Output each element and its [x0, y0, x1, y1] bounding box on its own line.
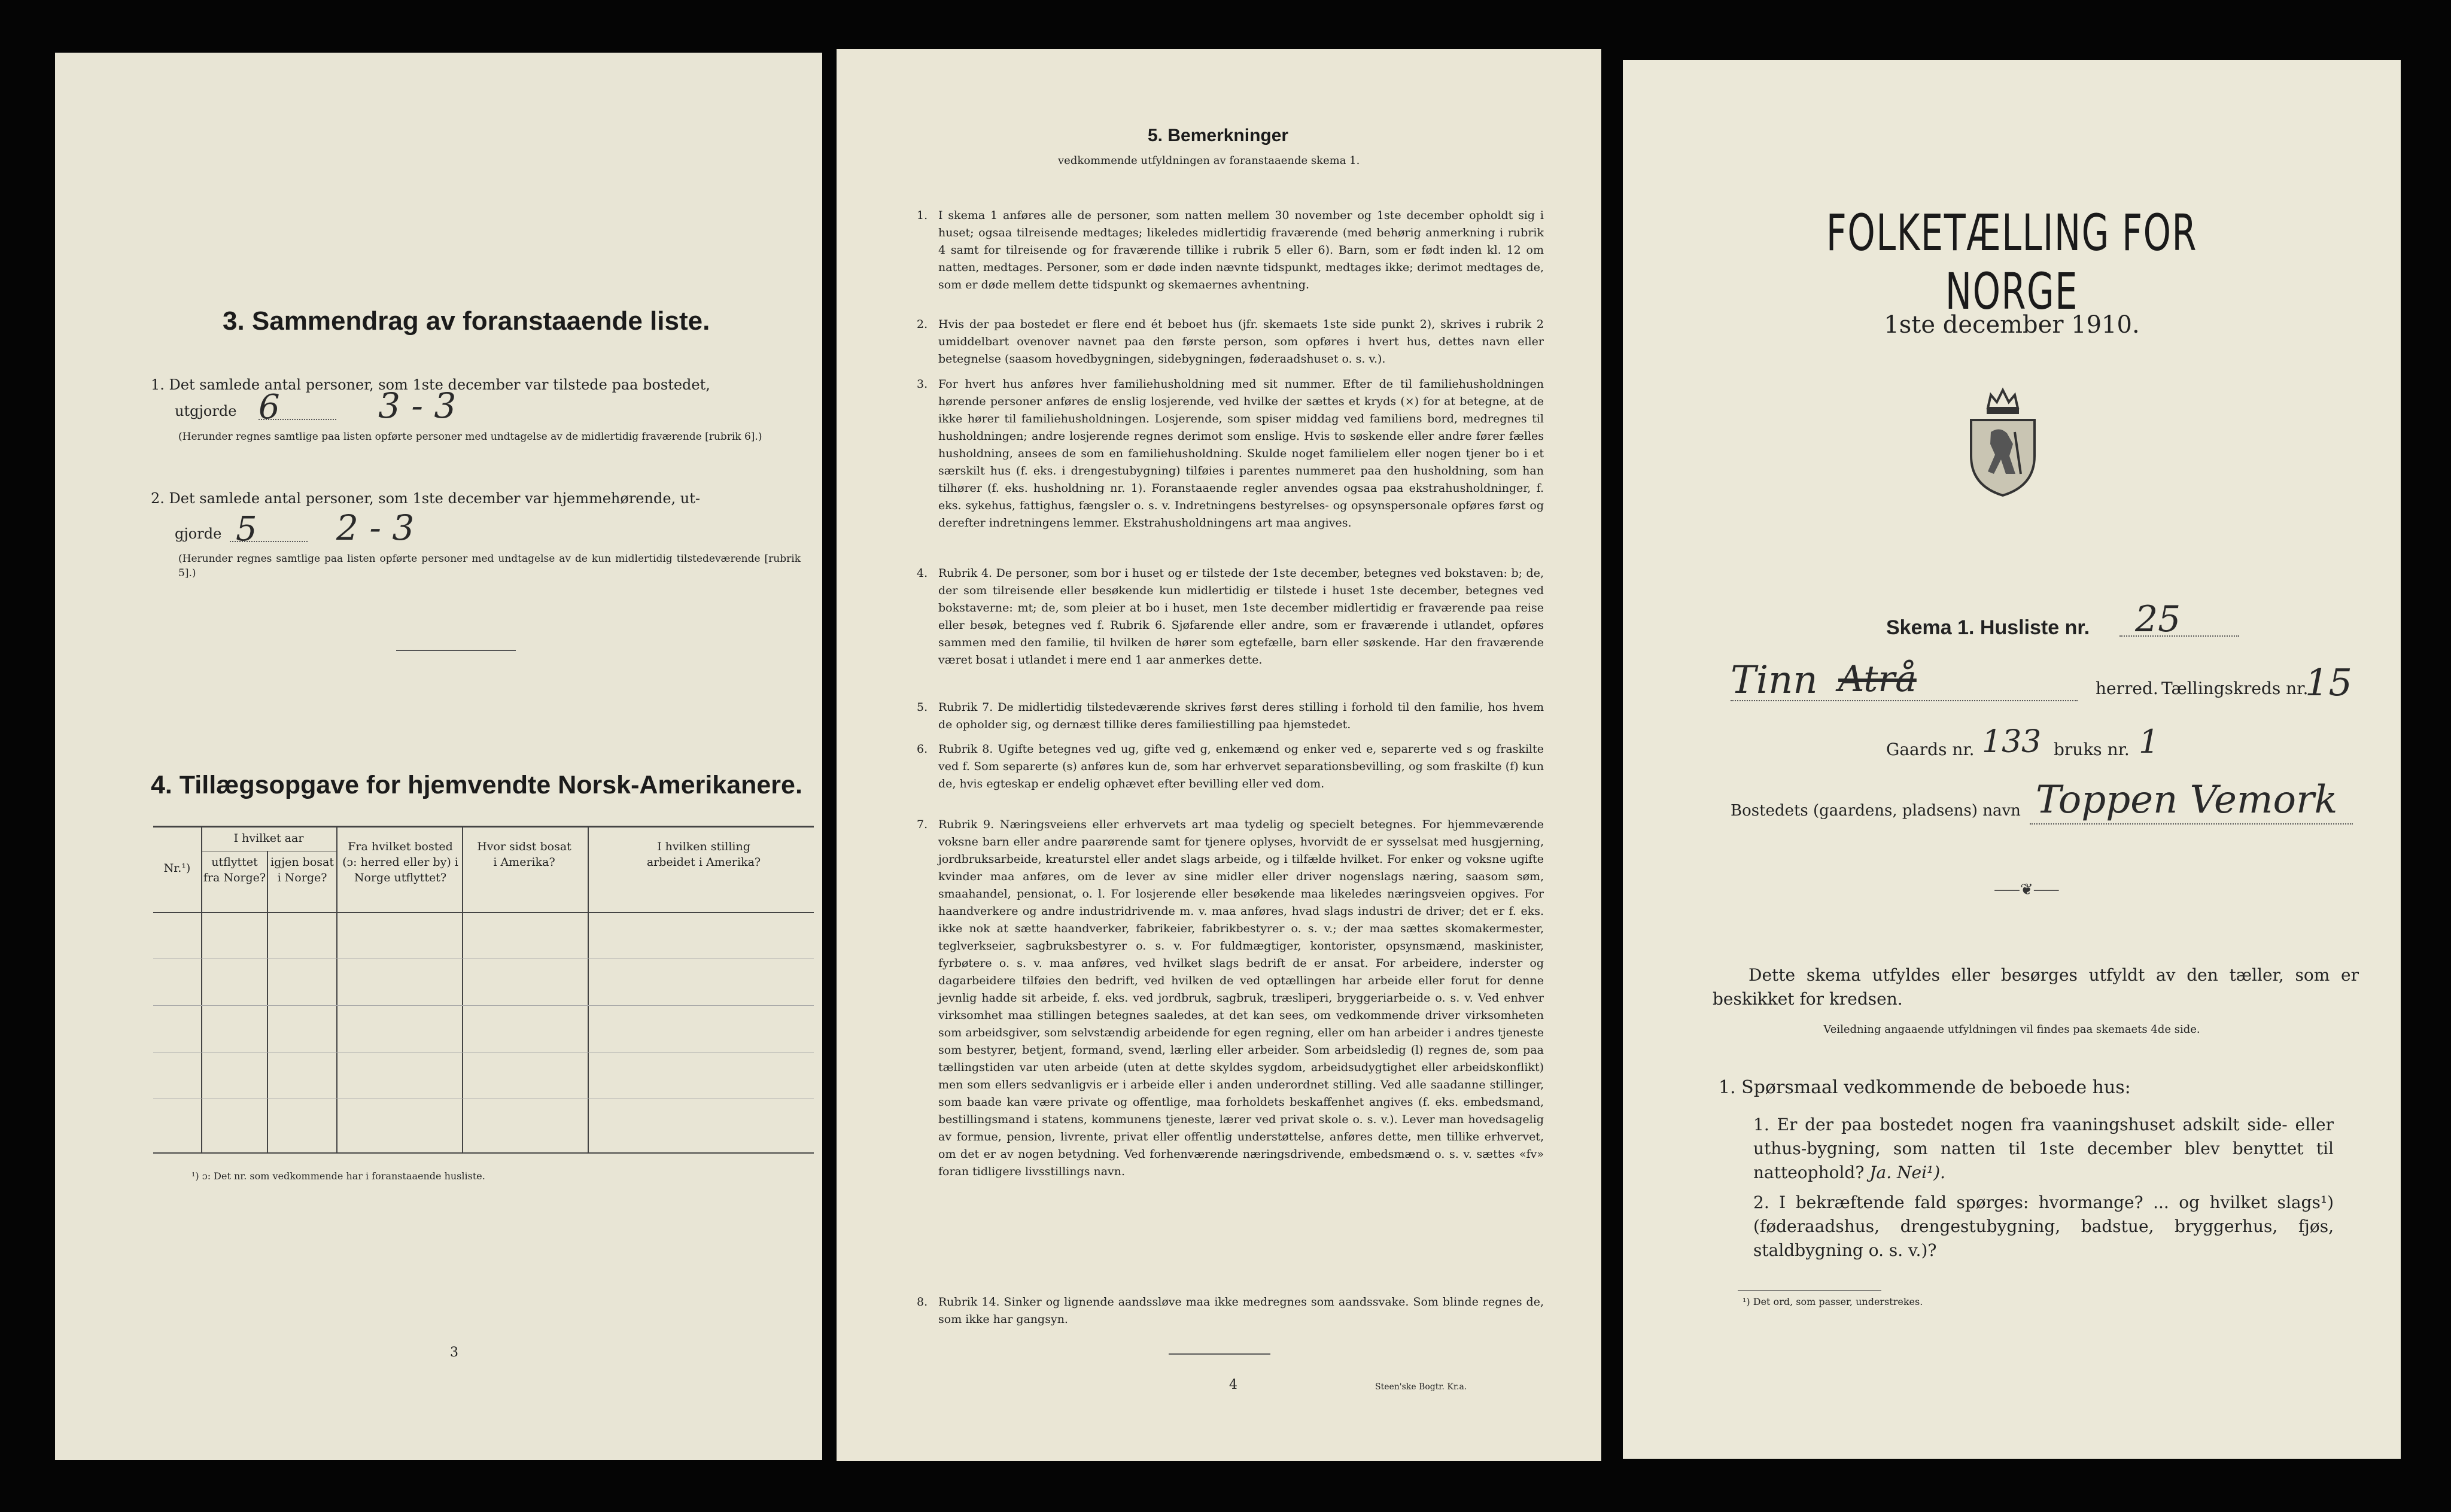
item1-value: 6	[259, 388, 280, 427]
remark-6: 6. Rubrik 8. Ugifte betegnes ved ug, gifte ved g, enkemænd og enker ved e, separerte ved s og fraskilte ved f. Som separerte (s) anføres kun de, som har erhvervet separationsbevilling, og som fraskilte (f) kun de, hvis egteskap er endelig ophævet efter bevilling eller ved dom.	[917, 743, 1544, 790]
husliste-nr: 25	[2135, 598, 2181, 640]
gaards-nr: 133	[1982, 724, 2042, 760]
remark-8: 8. Rubrik 14. Sinker og lignende aandssløve maa ikke medregnes som aandssvake. Som blinde regnes de, som ikke har gangsyn.	[917, 1295, 1544, 1326]
remarks-subtitle: vedkommende utfyldningen av foranstaaende skema 1.	[1058, 154, 1360, 167]
main-title: FOLKETÆLLING FOR NORGE	[1826, 203, 2198, 321]
col-fra-hvilket-bosted: Fra hvilket bosted (ɔ: herred eller by) i Norge utflyttet?	[342, 840, 458, 884]
item1-utgjorde: utgjorde	[175, 403, 237, 419]
bruks-label: bruks nr.	[2054, 740, 2130, 759]
gaards-label: Gaards nr.	[1886, 740, 1975, 759]
item2-value: 5	[236, 510, 257, 549]
col-utflyttet: utflyttet fra Norge?	[203, 856, 266, 884]
bosted-underline	[2030, 823, 2353, 825]
col-stilling: I hvilken stilling arbeidet i Amerika?	[646, 840, 761, 869]
item1-hand-note: 3 - 3	[378, 385, 457, 426]
section4-title: 4. Tillægsopgave for hjemvendte Norsk-Amerikanere.	[151, 771, 802, 799]
veiledning: Veiledning angaaende utfyldningen vil findes paa skemaets 4de side.	[1823, 1023, 2200, 1036]
col-hvor-sidst-bosat: Hvor sidst bosat i Amerika?	[477, 840, 571, 869]
bosted-label: Bostedets (gaardens, pladsens) navn	[1731, 802, 2021, 820]
coat-of-arms-icon	[1964, 384, 2042, 500]
skema-label: Skema 1. Husliste nr.	[1886, 616, 2090, 639]
norsk-amerikaner-table	[153, 826, 814, 1154]
remark-5: 5. Rubrik 7. De midlertidig tilstedeværende skrives først deres stilling i forhold til den familie, hos hvem de opholder sig, og dernæst tillike deres familiestilling paa hjemstedet.	[917, 701, 1544, 731]
bosted-value: Toppen Vemork	[2036, 778, 2338, 822]
divider	[396, 650, 516, 651]
bruks-nr: 1	[2139, 723, 2160, 760]
remark-2: 2. Hvis der paa bostedet er flere end ét beboet hus (jfr. skemaets 1ste side punkt 2), skrives i rubrik 2 umiddelbart ovenover navnet paa den første person, som opføres i hvert hus, dettes navn eller betegnelse (saasom hovedbygningen, sidebygningen, føderaadshuset o. s. v.).	[917, 318, 1544, 366]
info-text: Dette skema utfyldes eller besørges utfyldt av den tæller, som er beskikket for kredsen.	[1713, 965, 2359, 1009]
section3-title: 3. Sammendrag av foranstaaende liste.	[223, 306, 710, 336]
herred-underline	[1731, 700, 2078, 701]
item2-note: (Herunder regnes samtlige paa listen opførte personer med undtagelse av de kun midlertidig tilstedeværende [rubrik 5].)	[178, 553, 801, 579]
herred-struck: Atrå	[1838, 658, 1917, 700]
col-igjen-bosat: igjen bosat i Norge?	[270, 856, 334, 884]
kreds-nr: 15	[2305, 661, 2352, 704]
q1-1: 1. Er der paa bostedet nogen fra vaaningshuset adskilt side- eller uthus-bygning, som natten til 1ste december blev benyttet til natteophold? Ja. Nei¹).	[1753, 1115, 2334, 1182]
divider	[1169, 1353, 1270, 1355]
col-nr: Nr.¹)	[163, 862, 191, 875]
item1-note: (Herunder regnes samtlige paa listen opførte personer med undtagelse av de midlertidig fraværende [rubrik 6].)	[178, 431, 762, 443]
herred-hand: Tinn	[1731, 658, 1818, 702]
right-page	[1623, 60, 2401, 1459]
q1-title: 1. Spørsmaal vedkommende de beboede hus:	[1719, 1077, 2131, 1098]
table-footnote: ¹) ɔ: Det nr. som vedkommende har i foranstaaende husliste.	[191, 1170, 485, 1182]
divider	[1738, 1290, 1881, 1291]
page-number-3: 3	[450, 1345, 458, 1360]
page-number-4: 4	[1229, 1377, 1237, 1392]
husliste-underline	[2119, 635, 2239, 637]
herred-label: herred.	[2096, 679, 2158, 698]
remark-1: 1. I skema 1 anføres alle de personer, som natten mellem 30 november og 1ste december opholdt sig i huset; ogsaa tilreisende medtages; likeledes midlertidig fraværende (med behørig anmerkning i rubrik 4 samt for tilreisende og for fraværende tillike i rubrik 5 eller 6). Barn, som er født inden kl. 12 om natten, medtages. Personer, som er døde inden nævnte tidspunkt, medtages ikke; derimot medtages de, som er døde mellem dette tidspunkt og skemaernes avhentning.	[917, 209, 1544, 291]
remark-4: 4. Rubrik 4. De personer, som bor i huset og er tilstede der 1ste december, betegnes ved bokstaven: b; de, der som tilreisende eller besøkende kun midlertidig er tilstede i huset 1ste december, betegnes ved bokstaverne: mt; de, som pleier at bo i huset, men 1ste december midlertidig er fraværende paa reise eller besøk, betegnes ved f. Rubrik 6. Sjøfarende eller andre, som er fraværende i utlandet, opføres sammen med den familie, til hvilken de hører som egtefælle, barn eller søskende. Har den fraværende været bosat i utlandet i mere end 1 aar anmerkes dette.	[917, 567, 1544, 667]
item2-utgjorde: gjorde	[175, 525, 222, 542]
item2-text: 2. Det samlede antal personer, som 1ste december var hjemmehørende, ut-	[151, 490, 700, 507]
item1-underline	[259, 419, 336, 420]
q1-2: 2. I bekræftende fald spørges: hvormange? ... og hvilket slags¹) (føderaadshus, drengestubygning, badstue, bryggerhus, fjøs, staldbygning o. s. v.)?	[1753, 1192, 2334, 1260]
printer-mark: Steen'ske Bogtr. Kr.a.	[1375, 1382, 1467, 1392]
col-hvilket-aar: I hvilket aar	[233, 832, 304, 845]
right-footnote: ¹) Det ord, som passer, understrekes.	[1743, 1296, 1923, 1307]
remark-3: 3. For hvert hus anføres hver familiehusholdning med sit nummer. Efter de til familiehusholdningen hørende personer anføres de enslig losjerende, ved hvilke der sættes et kryds (×) for at betegne, at de ikke hører til familiehusholdningen. Losjerende, som spiser middag ved familiens bord, medregnes til husholdningen; andre losjerende regnes derimot som enslige. Hvis to søskende eller andre fører fælles husholdning, ansees de som en familiehusholdning. Skulde noget familielem eller nogen tjener bo i et særskilt hus (f. eks. i drengestubygning) tilføies i parentes nummeret paa den husholdning, som han tilhører (f. eks. husholdning nr. 1). Foranstaaende regler anvendes ogsaa paa ekstrahusholdninger, f. eks. sykehus, fattighus, fængsler o. s. v. Indretningens bestyrelses- og opsynspersonale opføres først og derefter indretningens lemmer. Ekstrahusholdningens art maa angives.	[917, 378, 1544, 530]
middle-page	[837, 49, 1601, 1461]
remark-7: 7. Rubrik 9. Næringsveiens eller erhvervets art maa tydelig og specielt betegnes. For hjemmeværende voksne barn eller andre paarørende samt for tjenere oplyses, hvorvidt de er sysselsat med husgjerning, jordbruksarbeide, kreaturstel eller andet slags arbeide, og i tilfælde hvilket. For enker og voksne ugifte kvinder maa anføres, om de lever av sine midler eller driver nogenslags næring, saasom søm, smaahandel, pensionat, o. l. For losjerende eller besøkende maa likeledes næringsveien opgives. For haandverkere og andre industridrivende m. v. maa anføres, hvad slags industri de driver; det er f. eks. ikke nok at sætte haandverker, fabrikeier, fabrikbestyrer o. s. v.; der maa sættes skomakermester, teglverkseier, sagbruksbestyrer o. s. v. For fuldmægtiger, kontorister, opsynsmænd, maskinister, fyrbøtere o. s. v. maa anføres, ved hvilket slags bedrift de er ansat. For arbeidere, inderster og dagarbeidere tilføies den bedrift, ved hvilken de ved optællingen har arbeide eller forut for denne jevnlig hadde sit arbeide, f. eks. ved jordbruk, sagbruk, træsliperi, bryggeriarbeide o. s. v. Ved enhver virksomhet maa stillingen betegnes saaledes, at det kan sees, om vedkommende driver virksomheten som arbeidsgiver, som selvstændig arbeidende for egen regning, eller om han arbeider i andres tjeneste som bestyrer, betjent, formand, svend, lærling eller arbeider. Som arbeidsledig (l) regnes de, som paa tællingstiden var uten arbeide (uten at dette skyldes sygdom, arbeidsudygtighet eller arbeidskonflikt) men som ellers sedvanligvis er i arbeide eller i anden underordnet stilling. Ved alle saadanne stillinger, som baade kan være private og offentlige, maa forholdets beskaffenhet angives (f. eks. embedsmand, bestillingsmand i statens, kommunens tjeneste, lærer ved privat skole o. s. v.). Lever man hovedsagelig av formue, pension, livrente, privat eller offentlig understøttelse, anføres dette, men tillike erhvervet, om det er av nogen betydning. Ved forhenværende næringsdrivende, embedsmænd o. s. v. sættes «fv» foran tidligere livsstillings navn.	[917, 818, 1544, 1178]
item1-text: 1. Det samlede antal personer, som 1ste december var tilstede paa bostedet,	[151, 376, 710, 393]
q1-1-answer: Ja. Nei¹).	[1869, 1163, 1946, 1182]
item2-underline	[230, 541, 308, 542]
remarks-title: 5. Bemerkninger	[1148, 126, 1289, 145]
kreds-label: Tællingskreds nr.	[2161, 679, 2309, 698]
census-date: 1ste december 1910.	[1884, 311, 2140, 339]
ornament-icon: ⸺❦⸺	[1994, 881, 2060, 899]
item2-hand-note: 2 - 3	[336, 507, 415, 548]
left-page	[55, 53, 822, 1460]
